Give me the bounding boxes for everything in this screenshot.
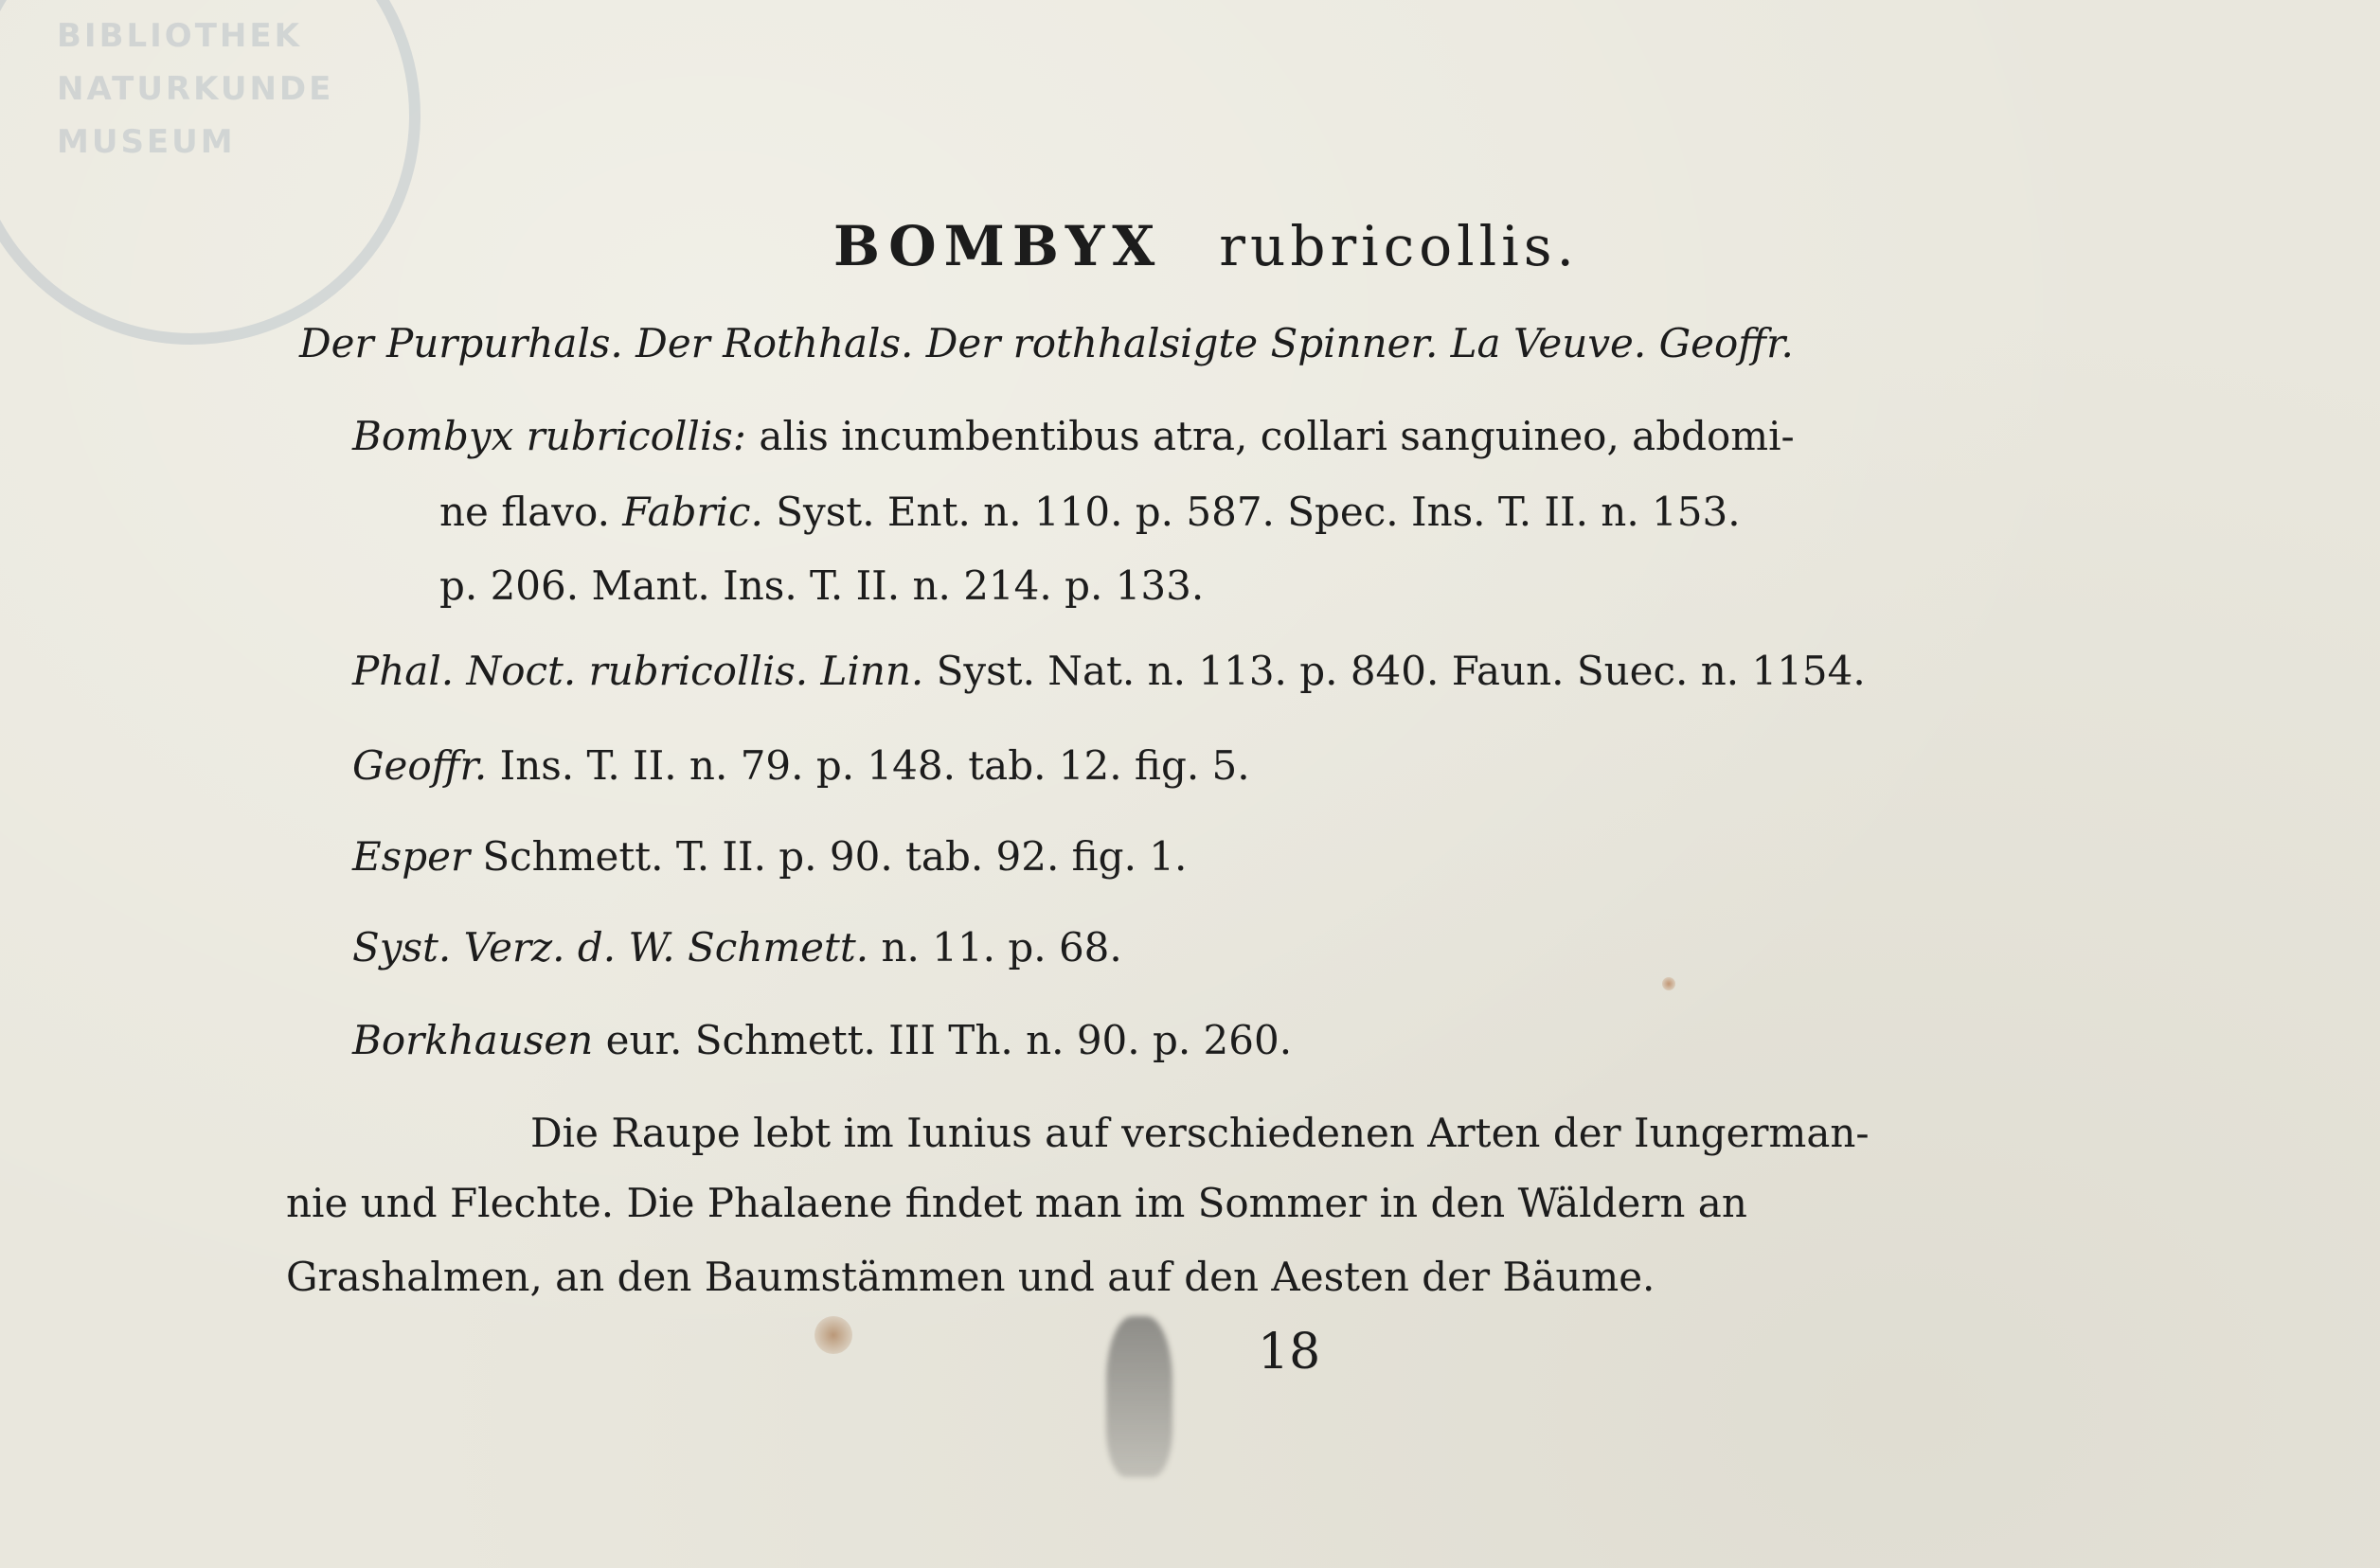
ink-smudge (1106, 1316, 1172, 1477)
text-run: Syst. Ent. n. 110. p. 587. Spec. Ins. T. II. n. 153. (762, 489, 1741, 535)
fabricius-line-3 (439, 562, 1205, 609)
library-stamp-text: BIBLIOTHEK NATURKUNDE MUSEUM (57, 17, 334, 161)
title-species: rubricollis. (1219, 214, 1579, 278)
text-run: eur. Schmett. III Th. n. 90. p. 260. (593, 1017, 1293, 1063)
text-run: Fabric. (622, 489, 763, 535)
syst-verz-line (352, 924, 1122, 971)
text-run: Borkhausen (352, 1017, 594, 1063)
page-title (833, 214, 1579, 278)
synonyms-line (299, 320, 1794, 366)
esper-line (352, 833, 1188, 880)
text-run: La Veuve. (1438, 320, 1647, 366)
text-run: Phal. Noct. rubricollis. Linn. (352, 648, 924, 694)
text-run: Esper (352, 833, 471, 880)
text-run: Syst. Verz. d. W. Schmett. (352, 924, 869, 971)
borkhausen-line (352, 1017, 1293, 1063)
text-run: alis incumbentibus atra, collari sanguineo, abdomi- (745, 413, 1795, 459)
geoffroy-line (352, 742, 1250, 789)
fabricius-line-2 (439, 489, 1741, 535)
title-genus: BOMBYX (833, 214, 1163, 278)
description-line-3: Grashalmen, an den Baumstämmen und auf den Aesten der Bäume. (286, 1254, 1655, 1300)
foxing-spot (1662, 977, 1675, 990)
text-run: n. 11. p. 68. (868, 924, 1122, 971)
description-line-1: Die Raupe lebt im Iunius auf verschiedenen Arten der Iungerman- (530, 1110, 1870, 1156)
description-line-2: nie und Flechte. Die Phalaene findet man im Sommer in den Wäldern an (286, 1180, 1747, 1226)
page-number: 18 (1258, 1324, 1321, 1381)
fabricius-line-1 (352, 413, 1795, 459)
foxing-spot (814, 1316, 852, 1354)
text-run: Geoffr. (1646, 320, 1794, 366)
text-run: Der Rothhals. (622, 320, 914, 366)
text-run: p. 206. Mant. Ins. T. II. n. 214. p. 133. (439, 562, 1205, 609)
text-run: Der Purpurhals. (299, 320, 623, 366)
text-run: Schmett. T. II. p. 90. tab. 92. fig. 1. (470, 833, 1188, 880)
text-run: Ins. T. II. n. 79. p. 148. tab. 12. fig. 5. (487, 742, 1250, 789)
linnaeus-line (352, 648, 1866, 694)
text-run: Geoffr. (352, 742, 488, 789)
text-run: Bombyx rubricollis: (352, 413, 746, 459)
text-run: Der rothhalsigte Spinner. (913, 320, 1439, 366)
text-run: ne flavo. (439, 489, 623, 535)
text-run: Syst. Nat. n. 113. p. 840. Faun. Suec. n. 1154. (923, 648, 1866, 694)
